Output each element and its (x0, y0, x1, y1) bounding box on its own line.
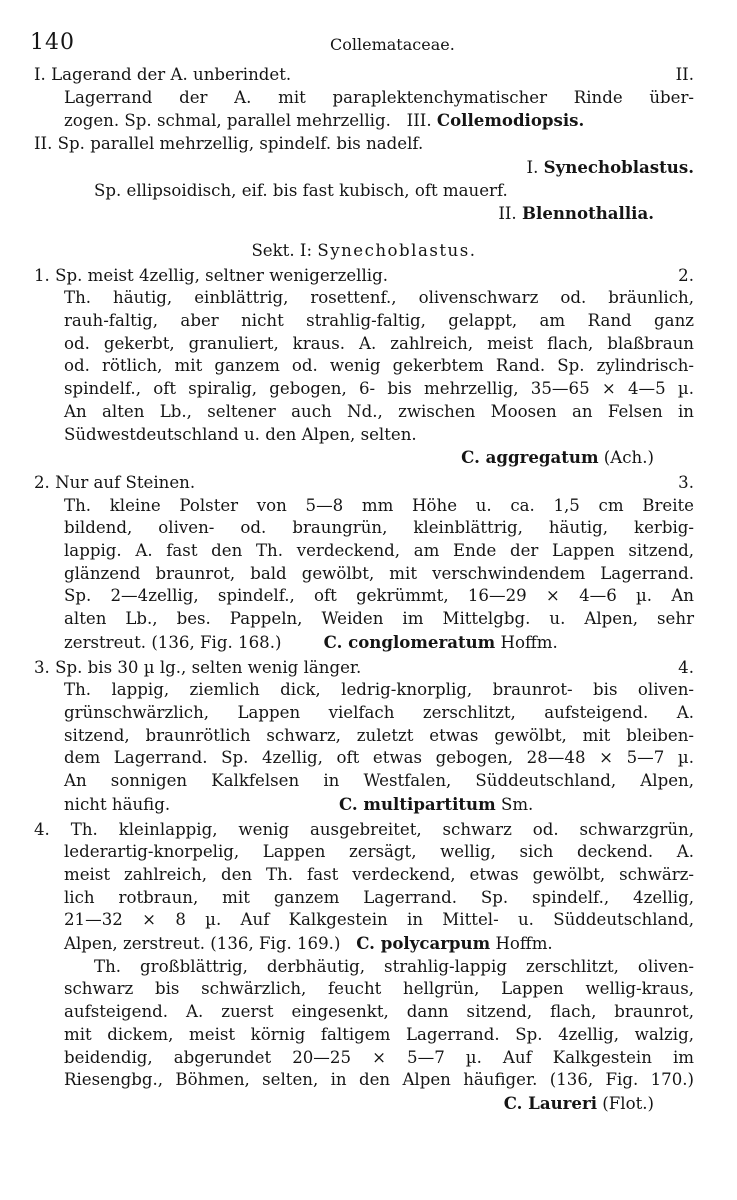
entry-line (34, 725, 694, 748)
section-heading-name: Synechoblastus. (317, 240, 477, 260)
line-text: Hoffm. (495, 632, 558, 652)
species-name: C. polycarpum (356, 933, 491, 954)
entry-line (34, 887, 694, 910)
entry-line (34, 472, 694, 495)
species-name: Collemodiopsis. (436, 110, 585, 131)
entry-line (34, 819, 694, 842)
line-text: od. rötlich, mit ganzem od. wenig gekerbtem Rand. Sp. zylindrisch- (64, 356, 694, 376)
entry-line (34, 1069, 694, 1092)
entry-line (34, 540, 694, 563)
line-text: mit dickem, meist körnig faltigem Lagerrand. Sp. 4zellig, walzig, (64, 1024, 694, 1044)
species-name: Synechoblastus. (543, 156, 694, 177)
determination-key (34, 64, 694, 226)
entry-line (34, 1092, 694, 1116)
line-text: (Flot.) (597, 1093, 654, 1113)
entry-line (34, 378, 694, 401)
entry-line (34, 932, 694, 956)
entry-line (34, 563, 694, 586)
line-text: glänzend braunrot, bald gewölbt, mit verschwindendem Lagerrand. (64, 563, 694, 583)
entry-line (34, 909, 694, 932)
species-entry (34, 819, 694, 1116)
entry-line (34, 517, 694, 540)
key-line (34, 156, 694, 180)
line-text: nicht häufig. (64, 794, 339, 814)
species-name: C. Laureri (503, 1092, 598, 1113)
lead-reference: II. (675, 65, 694, 84)
line-text: lich rotbraun, mit ganzem Lagerrand. Sp. spindelf., 4zellig, (64, 887, 694, 907)
entry-line (34, 424, 694, 447)
section-heading-prefix: Sekt. I: (251, 240, 318, 260)
entry-line (34, 1001, 694, 1024)
line-text: od. gekerbt, granuliert, kraus. A. zahlreich, meist flach, blaßbraun (64, 333, 694, 353)
entry-line (34, 446, 694, 470)
line-text: Th. lappig, ziemlich dick, ledrig-knorplig, braunrot- bis oliven- (64, 680, 694, 700)
line-text: meist zahlreich, den Th. fast verdeckend, etwas gewölbt, schwärz- (64, 864, 694, 884)
line-text: II. (498, 204, 522, 224)
lead-reference: 3. (678, 472, 694, 492)
entry-line (34, 608, 694, 631)
page-header (30, 30, 690, 60)
line-text: Sm. (495, 794, 534, 814)
line-text: lederartig-knorpelig, Lappen zersägt, wellig, sich deckend. A. (64, 842, 694, 862)
entry-line (34, 978, 694, 1001)
line-text: aufsteigend. A. zuerst eingesenkt, dann sitzend, flach, braunrot, (64, 1002, 694, 1022)
key-line (34, 87, 694, 110)
line-text: 21—32 × 8 µ. Auf Kalkgestein in Mittel- u. Süddeutschland, (64, 910, 694, 930)
species-entry (34, 657, 694, 817)
species-name: C. multipartitum (338, 793, 496, 814)
line-text: 1. Sp. meist 4zellig, seltner wenigerzellig. (34, 265, 388, 285)
page-body (34, 64, 694, 1116)
line-text: Alpen, zerstreut. (136, Fig. 169.) (64, 934, 357, 954)
lead-reference: 4. (678, 657, 694, 677)
species-name: C. conglomeratum (323, 631, 496, 652)
entry-line (34, 265, 694, 288)
entry-line (34, 333, 694, 356)
line-text: zogen. Sp. schmal, parallel mehrzellig. (64, 111, 391, 131)
entry-line (34, 401, 694, 424)
entry-line (34, 841, 694, 864)
line-text: sitzend, braunrötlich schwarz, zuletzt etwas gewölbt, mit bleiben- (64, 725, 694, 745)
line-text: I. (526, 157, 544, 177)
line-text: Hoffm. (490, 934, 553, 954)
key-line (34, 133, 694, 156)
key-line (34, 180, 694, 203)
line-text: An sonnigen Kalkfelsen in Westfalen, Süddeutschland, Alpen, (64, 771, 694, 791)
line-text: I. Lagerand der A. unberindet. (34, 65, 292, 84)
line-text: zerstreut. (136, Fig. 168.) (64, 632, 324, 652)
entry-line (34, 1024, 694, 1047)
entry-line (34, 702, 694, 725)
entry-line (34, 679, 694, 702)
line-text: lappig. A. fast den Th. verdeckend, am Ende der Lappen sitzend, (64, 541, 694, 561)
line-text: dem Lagerrand. Sp. 4zellig, oft etwas gebogen, 28—48 × 5—7 µ. (64, 748, 694, 768)
entry-line (34, 657, 694, 680)
key-line (34, 202, 694, 226)
line-text: 3. Sp. bis 30 µ lg., selten wenig länger. (34, 657, 362, 677)
line-text: III. (390, 111, 437, 131)
species-entry (34, 472, 694, 655)
entry-line (34, 631, 694, 655)
entry-line (34, 355, 694, 378)
entry-line (34, 793, 694, 817)
line-text: 4. Th. kleinlappig, wenig ausgebreitet, schwarz od. schwarzgrün, (34, 819, 694, 839)
key-line (34, 109, 694, 133)
line-text: rauh-faltig, aber nicht strahlig-faltig, gelappt, am Rand ganz (64, 311, 694, 331)
line-text: II. Sp. parallel mehrzellig, spindelf. bis nadelf. (34, 134, 424, 154)
species-name: Blennothallia. (521, 203, 654, 224)
entry-line (34, 585, 694, 608)
line-text: Südwestdeutschland u. den Alpen, selten. (64, 424, 417, 444)
line-text: Sp. 2—4zellig, spindelf., oft gekrümmt, 16—29 × 4—6 µ. An (64, 586, 694, 606)
line-text: Th. kleine Polster von 5—8 mm Höhe u. ca. 1,5 cm Breite (64, 495, 694, 515)
page-number: 140 (30, 30, 75, 55)
line-text: (Ach.) (598, 448, 654, 468)
section-heading (34, 240, 694, 263)
line-text: Th. häutig, einblättrig, rosettenf., olivenschwarz od. bräunlich, (64, 288, 694, 308)
line-text: Riesengbg., Böhmen, selten, in den Alpen häufiger. (136, Fig. 170.) (64, 1070, 694, 1090)
entry-line (34, 1047, 694, 1070)
entry-line (34, 770, 694, 793)
line-text: grünschwärzlich, Lappen vielfach zerschlitzt, aufsteigend. A. (64, 702, 694, 722)
line-text: Sp. ellipsoidisch, eif. bis fast kubisch, oft mauerf. (94, 180, 508, 200)
species-entries (34, 265, 694, 1116)
line-text: schwarz bis schwärzlich, feucht hellgrün, Lappen wellig-kraus, (64, 979, 694, 999)
lead-reference: 2. (678, 265, 694, 285)
line-text: 2. Nur auf Steinen. (34, 472, 196, 492)
entry-line (34, 864, 694, 887)
line-text: Lagerrand der A. mit paraplektenchymatischer Rinde über- (64, 87, 694, 107)
entry-line (34, 747, 694, 770)
line-text: spindelf., oft spiralig, gebogen, 6- bis mehrzellig, 35—65 × 4—5 µ. (64, 379, 694, 399)
entry-line (34, 287, 694, 310)
line-text: An alten Lb., seltener auch Nd., zwischen Moosen an Felsen in (64, 401, 694, 421)
entry-line (34, 495, 694, 518)
line-text: Th. großblättrig, derbhäutig, strahlig-lappig zerschlitzt, oliven- (94, 956, 694, 976)
running-title: Collemataceae. (330, 35, 455, 54)
key-line (34, 64, 694, 87)
line-text: alten Lb., bes. Pappeln, Weiden im Mittelgbg. u. Alpen, sehr (64, 609, 694, 629)
species-entry (34, 265, 694, 470)
species-name: C. aggregatum (461, 447, 599, 468)
line-text: beidendig, abgerundet 20—25 × 5—7 µ. Auf Kalkgestein im (64, 1047, 694, 1067)
line-text: bildend, oliven- od. braungrün, kleinblättrig, häutig, kerbig- (64, 518, 694, 538)
entry-line (34, 310, 694, 333)
entry-line (34, 956, 694, 979)
